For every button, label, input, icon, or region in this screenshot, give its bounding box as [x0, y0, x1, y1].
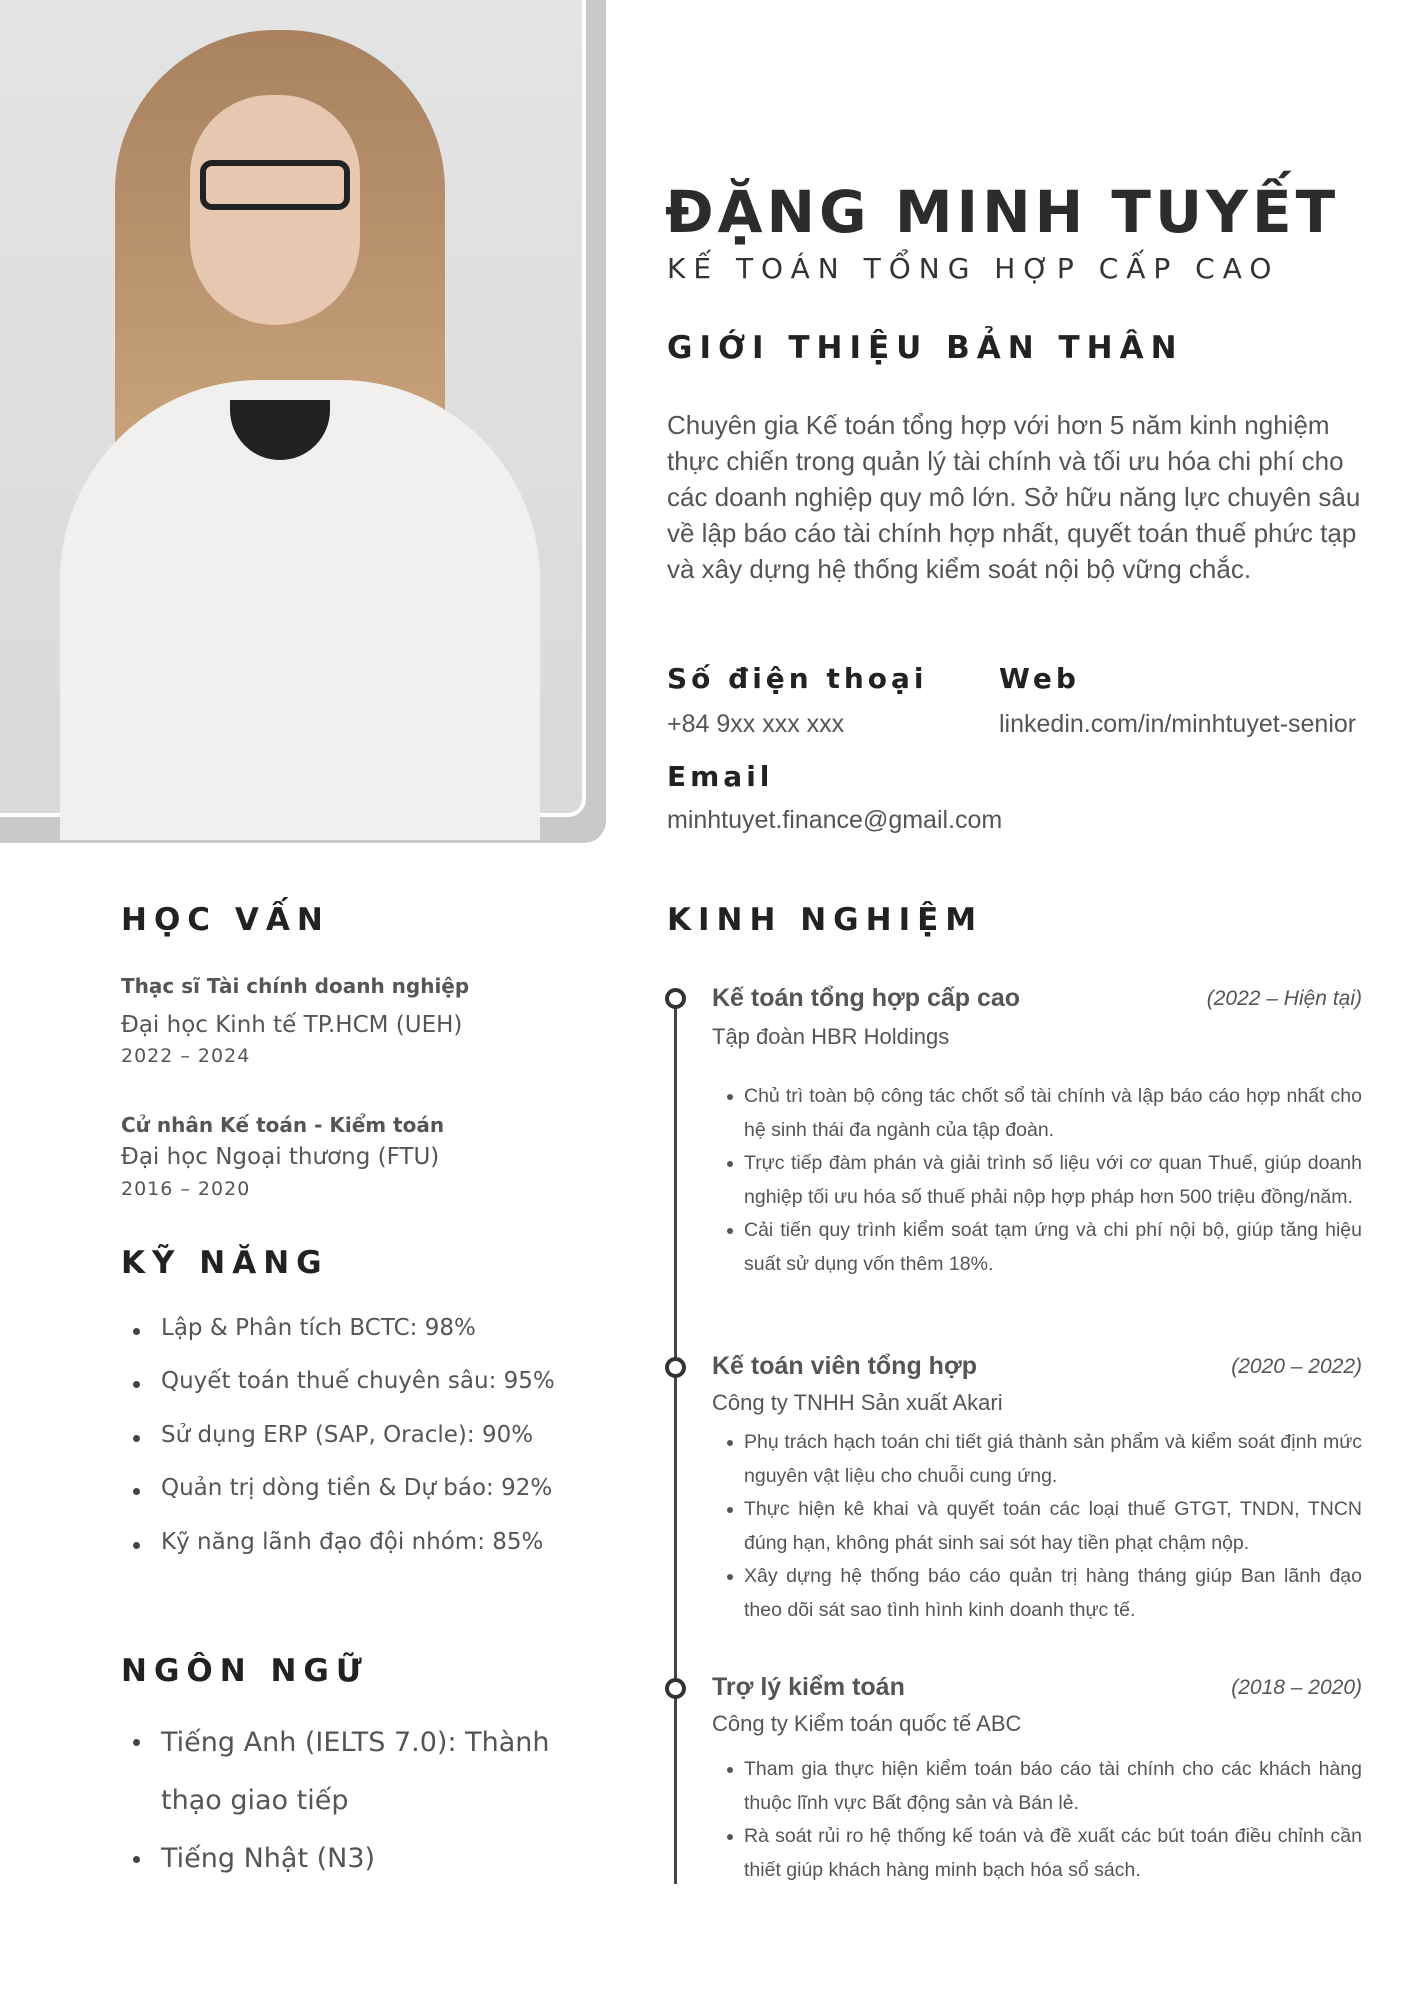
job-title: Kế toán viên tổng hợp: [712, 1352, 977, 1380]
timeline-line: [674, 999, 677, 1884]
bullet: Rà soát rủi ro hệ thống kế toán và đề xuất các bút toán điều chỉnh cần thiết giúp khách hàng minh bạch hóa sổ sách.: [744, 1820, 1362, 1887]
photo-glasses: [200, 160, 350, 210]
skill-text: Quyết toán thuế chuyên sâu: 95%: [161, 1368, 555, 1394]
email-link[interactable]: minhtuyet.finance@gmail.com: [667, 806, 1003, 834]
phone-value: +84 9xx xxx xxx: [667, 710, 845, 738]
experience-heading: KINH NGHIỆM: [667, 902, 984, 938]
photo-face: [190, 95, 360, 325]
degree: Cử nhân Kế toán - Kiểm toán: [121, 1113, 445, 1137]
skill-text: Lập & Phân tích BCTC: 98%: [161, 1315, 476, 1341]
company: Công ty Kiểm toán quốc tế ABC: [712, 1711, 1022, 1736]
timeline-dot: [665, 1678, 686, 1699]
years: 2022 – 2024: [121, 1045, 251, 1067]
school: Đại học Ngoại thương (FTU): [121, 1144, 440, 1170]
photo-frame: [0, 0, 586, 817]
intro-text: Chuyên gia Kế toán tổng hợp với hơn 5 năm kinh nghiệm thực chiến trong quản lý tài chính và tối ưu hóa chi phí cho các doanh nghiệp quy mô lớn. Sở hữu năng lực chuyên sâu về lập báo cáo tài chính hợp nhất, quyết toán thuế phức tạp và xây dựng hệ thống kiểm soát nội bộ vững chắc.: [667, 410, 1361, 584]
bullet: Cải tiến quy trình kiểm soát tạm ứng và chi phí nội bộ, giúp tăng hiệu suất sử dụng vốn thêm 18%.: [744, 1214, 1362, 1281]
job-dates: (2018 – 2020): [1231, 1676, 1362, 1699]
bullet: Phụ trách hạch toán chi tiết giá thành sản phẩm và kiểm soát định mức nguyên vật liệu cho chuỗi cung ứng.: [744, 1426, 1362, 1493]
job-dates: (2022 – Hiện tại): [1206, 987, 1362, 1010]
skills-heading: KỸ NĂNG: [121, 1245, 329, 1281]
job-bullets: [744, 1753, 1362, 1887]
company: Tập đoàn HBR Holdings: [712, 1024, 950, 1049]
bullet: Thực hiện kê khai và quyết toán các loại thuế GTGT, TNDN, TNCN đúng hạn, không phát sinh sai sót hay tiền phạt chậm nộp.: [744, 1493, 1362, 1560]
bullet: Trực tiếp đàm phán và giải trình số liệu với cơ quan Thuế, giúp doanh nghiệp tối ưu hóa số thuế phải nộp hợp pháp hơn 500 triệu đồng/năm.: [744, 1147, 1362, 1214]
bullet: Chủ trì toàn bộ công tác chốt sổ tài chính và lập báo cáo hợp nhất cho hệ sinh thái đa ngành của tập đoàn.: [744, 1080, 1362, 1147]
timeline-dot: [665, 988, 686, 1009]
email-label: Email: [667, 760, 774, 793]
job-title: Trợ lý kiểm toán: [712, 1673, 905, 1701]
languages-heading: NGÔN NGỮ: [121, 1653, 369, 1689]
degree: Thạc sĩ Tài chính doanh nghiệp: [121, 974, 470, 998]
language-text: Tiếng Anh (IELTS 7.0): Thành thạo giao tiếp: [161, 1727, 550, 1816]
profile-photo: [0, 0, 606, 843]
job-title: KẾ TOÁN TỔNG HỢP CẤP CAO: [667, 252, 1280, 285]
education-heading: HỌC VẤN: [121, 902, 330, 938]
years: 2016 – 2020: [121, 1178, 251, 1200]
job-dates: (2020 – 2022): [1231, 1355, 1362, 1378]
language-text: Tiếng Nhật (N3): [161, 1843, 376, 1874]
web-link[interactable]: linkedin.com/in/minhtuyet-senior: [999, 710, 1357, 738]
bullet: Xây dựng hệ thống báo cáo quản trị hàng tháng giúp Ban lãnh đạo theo dõi sát sao tình hình kinh doanh thực tế.: [744, 1560, 1362, 1627]
timeline-dot: [665, 1357, 686, 1378]
company: Công ty TNHH Sản xuất Akari: [712, 1390, 1003, 1415]
bullet: Tham gia thực hiện kiểm toán báo cáo tài chính cho các khách hàng thuộc lĩnh vực Bất động sản và Bán lẻ.: [744, 1753, 1362, 1820]
intro-heading: GIỚI THIỆU BẢN THÂN: [667, 330, 1184, 366]
skill-text: Kỹ năng lãnh đạo đội nhóm: 85%: [161, 1529, 544, 1555]
skill-text: Quản trị dòng tiền & Dự báo: 92%: [161, 1475, 553, 1501]
job-bullets: [744, 1080, 1362, 1281]
job-title: Kế toán tổng hợp cấp cao: [712, 984, 1021, 1012]
language-item: [136, 1726, 576, 1830]
job-bullets: [744, 1426, 1362, 1627]
skill-text: Sử dụng ERP (SAP, Oracle): 90%: [161, 1422, 534, 1448]
school: Đại học Kinh tế TP.HCM (UEH): [121, 1012, 463, 1038]
web-label: Web: [999, 662, 1080, 695]
candidate-name: ĐẶNG MINH TUYẾT: [665, 178, 1340, 246]
phone-label: Số điện thoại: [667, 662, 928, 695]
